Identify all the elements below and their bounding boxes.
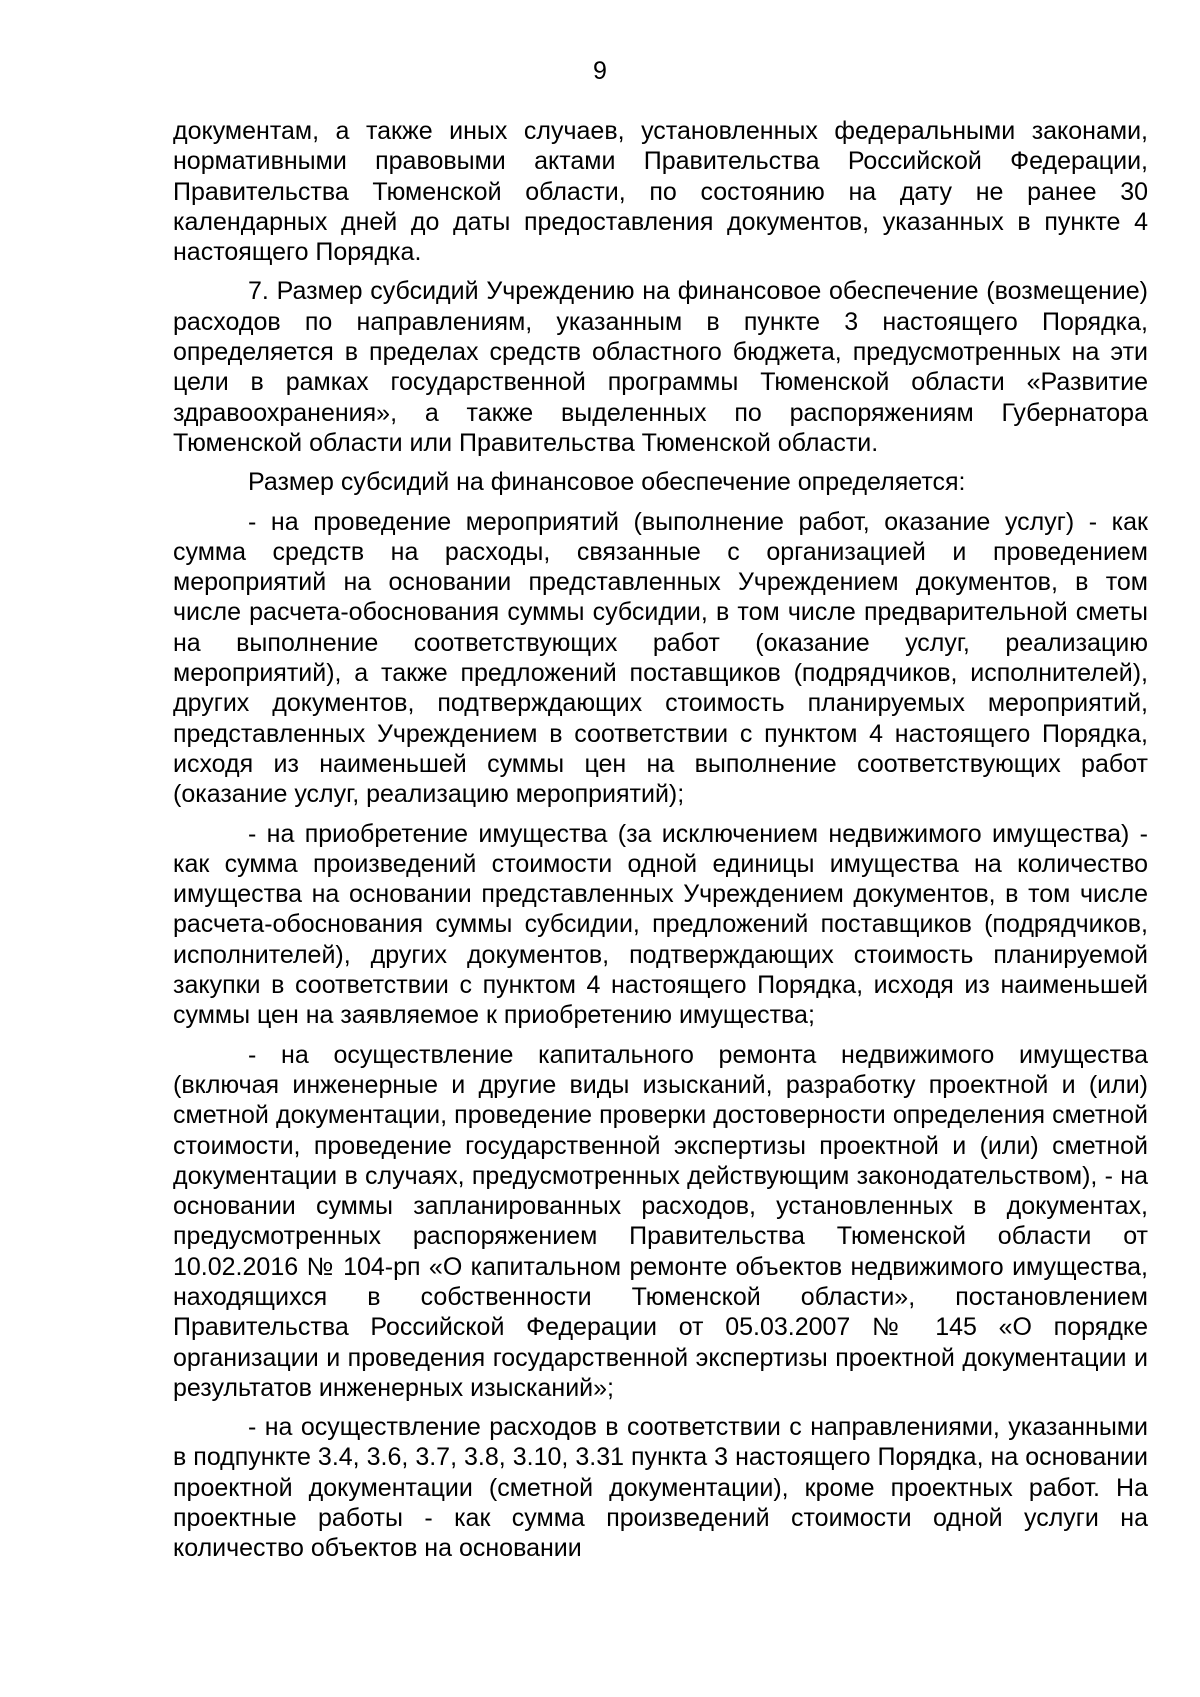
paragraph-other-expenses: - на осуществление расходов в соответствии с направлениями, указанными в подпункте 3.4, 3.6, 3.7, 3.8, 3.10, 3.31 пункта 3 настоящего Порядка, на основании проектной документации (сметной документации), кроме проектных работ. На проектные работы - как сумма произведений стоимости одной услуги на количество объектов на основании [173, 1413, 1148, 1563]
paragraph-property-purchase: - на приобретение имущества (за исключением недвижимого имущества) - как сумма произведений стоимости одной единицы имущества на количество имущества на основании представленных Учреждением документов, в том числе расчета-обоснования суммы субсидии, предложений поставщиков (подрядчиков, исполнителей), других документов, подтверждающих стоимость планируемой закупки в соответствии с пунктом 4 настоящего Порядка, исходя из наименьшей суммы цен на заявляемое к приобретению имущества; [173, 819, 1148, 1030]
paragraph-continuation: документам, а также иных случаев, установленных федеральными законами, нормативными правовыми актами Правительства Российской Федерации, Правительства Тюменской области, по состоянию на дату не ранее 30 календарных дней до даты предоставления документов, указанных в пункте 4 настоящего Порядка. [173, 117, 1148, 267]
document-body [173, 116, 1148, 1573]
page-number: 9 [593, 57, 607, 85]
paragraph-item-7: 7. Размер субсидий Учреждению на финансовое обеспечение (возмещение) расходов по направлениям, указанным в пункте 3 настоящего Порядка, определяется в пределах средств областного бюджета, предусмотренных на эти цели в рамках государственной программы Тюменской области «Развитие здравоохранения», а также выделенных по распоряжениям Губернатора Тюменской области или Правительства Тюменской области. [173, 277, 1148, 457]
paragraph-subsidy-size-intro: Размер субсидий на финансовое обеспечение определяется: [248, 468, 966, 497]
paragraph-capital-repair: - на осуществление капитального ремонта недвижимого имущества (включая инженерные и другие виды изысканий, разработку проектной и (или) сметной документации, проведение проверки достоверности определения сметной стоимости, проведение государственной экспертизы проектной и (или) сметной документации в случаях, предусмотренных действующим законодательством), - на основании суммы запланированных расходов, установленных в документах, предусмотренных распоряжением Правительства Тюменской области от 10.02.2016 № 104-рп «О капитальном ремонте объектов недвижимого имущества, находящихся в собственности Тюменской области», постановлением Правительства Российской Федерации от 05.03.2007 № 145 «О порядке организации и проведения государственной экспертизы проектной документации и результатов инженерных изысканий»; [173, 1040, 1148, 1402]
paragraph-events: - на проведение мероприятий (выполнение работ, оказание услуг) - как сумма средств на расходы, связанные с организацией и проведением мероприятий на основании представленных Учреждением документов, в том числе расчета-обоснования суммы субсидии, в том числе предварительной сметы на выполнение соответствующих работ (оказание услуг, реализацию мероприятий), а также предложений поставщиков (подрядчиков, исполнителей), других документов, подтверждающих стоимость планируемых мероприятий, представленных Учреждением в соответствии с пунктом 4 настоящего Порядка, исходя из наименьшей суммы цен на выполнение соответствующих работ (оказание услуг, реализацию мероприятий); [173, 507, 1148, 809]
